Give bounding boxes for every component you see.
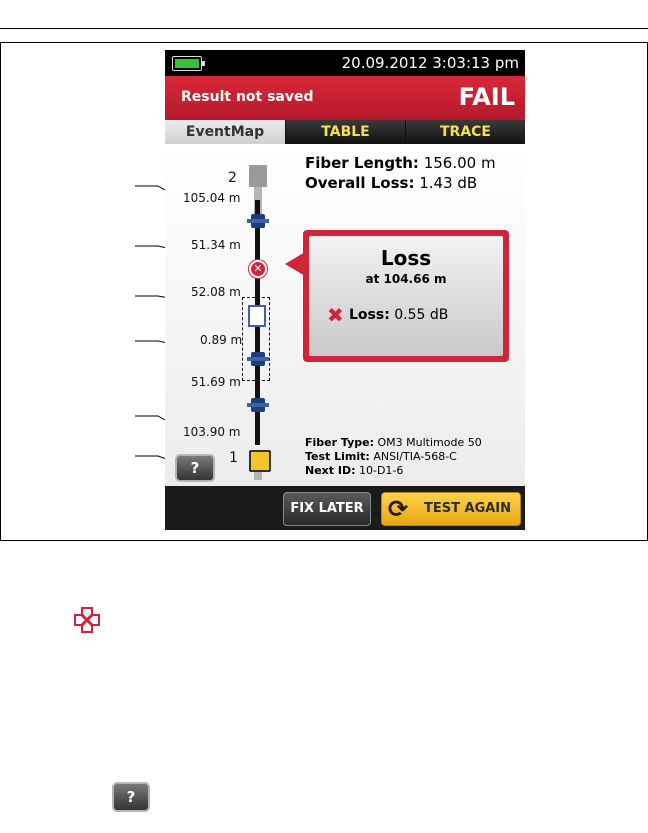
connector-icon[interactable] (251, 214, 265, 228)
page-top-rule (0, 28, 648, 29)
popup-location: at 104.66 m (365, 272, 447, 286)
status-bar (165, 50, 525, 76)
result-bar (165, 76, 525, 120)
popup-pointer (285, 252, 305, 276)
tab-eventmap[interactable]: EventMap (165, 120, 285, 144)
fiber-length: Fiber Length: 156.00 m (305, 154, 496, 172)
fix-later-button[interactable]: FIX LATER (283, 492, 371, 526)
test-again-label: TEST AGAIN (424, 501, 512, 516)
loss-fail-icon[interactable]: ✕ (249, 260, 267, 278)
result-verdict: FAIL (458, 83, 515, 111)
connector-icon[interactable] (251, 352, 265, 366)
refresh-icon: ⟳ (388, 495, 409, 523)
help-icon: ? (112, 782, 150, 812)
tab-trace[interactable]: TRACE (406, 120, 525, 144)
tab-bar (165, 120, 525, 144)
distance-label: 51.34 m (191, 238, 241, 252)
endpoint-top-number: 2 (228, 170, 237, 186)
popup-loss: Loss: 0.55 dB (349, 307, 449, 323)
tab-table[interactable]: TABLE (286, 120, 405, 144)
result-message: Result not saved (181, 89, 314, 105)
popup-title: Loss (380, 246, 432, 270)
loss-event-icon (73, 606, 101, 634)
loss-popup-body (309, 236, 503, 356)
event-icon[interactable] (248, 305, 266, 327)
distance-label: 52.08 m (191, 285, 241, 299)
fail-x-icon: ✖ (327, 303, 344, 327)
connector-icon[interactable] (251, 398, 265, 412)
endpoint-bottom-number: 1 (229, 450, 238, 466)
loss-popup[interactable] (303, 230, 509, 362)
far-end-connector (249, 165, 267, 187)
action-bar (165, 486, 525, 530)
distance-label: 105.04 m (183, 191, 241, 205)
help-button[interactable]: ? (175, 454, 215, 482)
distance-label: 51.69 m (191, 375, 241, 389)
test-details: Fiber Type: OM3 Multimode 50 Test Limit: ANSI/TIA-568-C Next ID: 10-D1-6 (305, 436, 482, 477)
test-again-button[interactable] (381, 492, 521, 526)
datetime: 20.09.2012 3:03:13 pm (341, 54, 519, 72)
distance-label: 0.89 m (200, 333, 243, 347)
main-unit-icon (249, 450, 271, 472)
device-screen (165, 50, 525, 530)
overall-loss: Overall Loss: 1.43 dB (305, 174, 478, 192)
battery-icon (172, 56, 202, 71)
distance-label: 103.90 m (183, 425, 241, 439)
